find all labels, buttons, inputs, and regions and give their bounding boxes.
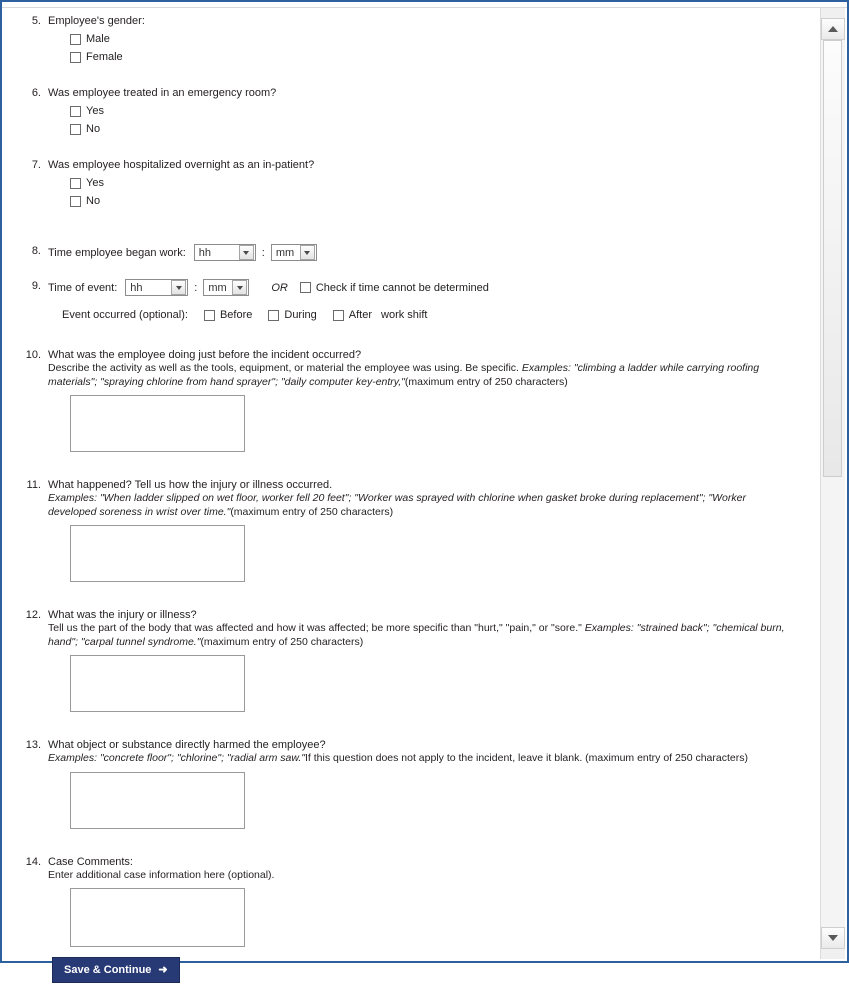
checkbox-hospital-no[interactable] bbox=[70, 196, 81, 207]
label-during: During bbox=[284, 309, 317, 321]
checkbox-during[interactable] bbox=[268, 310, 279, 321]
scrollbar-thumb[interactable] bbox=[823, 40, 842, 477]
question-6-body bbox=[48, 86, 811, 136]
question-11-desc-plain-2: (maximum entry of 250 characters) bbox=[230, 505, 394, 518]
spacer bbox=[14, 712, 811, 738]
scroll-down-icon bbox=[828, 935, 838, 941]
scroll-up-button[interactable] bbox=[821, 18, 845, 40]
question-10-desc-plain-1: Describe the activity as well as the tools, equipment, or material the employee was using. Be specific. bbox=[48, 362, 519, 374]
question-10-desc-plain-2: (maximum entry of 250 characters) bbox=[404, 375, 568, 388]
checkbox-er-no[interactable] bbox=[70, 124, 81, 135]
event-minute-value: mm bbox=[208, 281, 227, 294]
form-inner bbox=[4, 8, 821, 993]
scrollbar-track[interactable] bbox=[821, 40, 845, 927]
begin-work-minute-select[interactable] bbox=[271, 244, 317, 261]
event-suffix-label: work shift bbox=[381, 309, 428, 321]
spacer bbox=[14, 452, 811, 478]
question-13-desc-plain-2: If this question does not apply to the incident, leave it blank. (maximum entry of 250 characters) bbox=[304, 752, 748, 764]
question-11-description bbox=[48, 492, 788, 519]
question-5-title: Employee's gender: bbox=[48, 15, 145, 27]
question-8-body bbox=[48, 244, 811, 261]
spacer bbox=[14, 261, 811, 279]
question-14-textarea[interactable] bbox=[70, 888, 245, 947]
event-occurred-label: Event occurred (optional): bbox=[62, 309, 188, 321]
question-13-number: 13. bbox=[25, 739, 41, 751]
label-time-undetermined: Check if time cannot be determined bbox=[315, 281, 489, 294]
label-before: Before bbox=[219, 309, 253, 321]
question-10-examples-body: "climbing a ladder while carrying roofing materials"; "spraying chlorine from hand sprayer"; "daily computer key-entry," bbox=[48, 362, 760, 388]
label-female: Female bbox=[86, 51, 123, 63]
question-13-examples-label: Examples: bbox=[48, 752, 98, 764]
question-7-title: Was employee hospitalized overnight as an in-patient? bbox=[48, 159, 315, 171]
spacer bbox=[14, 64, 811, 86]
question-8-row bbox=[48, 244, 811, 261]
label-er-yes: Yes bbox=[86, 105, 104, 117]
label-after: After bbox=[348, 309, 373, 321]
label-male: Male bbox=[86, 33, 110, 45]
question-12 bbox=[14, 608, 811, 712]
question-7-option-no[interactable] bbox=[70, 194, 811, 208]
question-8-title: Time employee began work: bbox=[48, 246, 186, 259]
event-option-before[interactable] bbox=[204, 308, 252, 322]
checkbox-male[interactable] bbox=[70, 34, 81, 45]
event-minute-select[interactable] bbox=[203, 279, 249, 296]
question-9 bbox=[14, 279, 811, 322]
chevron-down-icon[interactable] bbox=[239, 245, 254, 260]
question-14-description: Enter additional case information here (optional). bbox=[48, 868, 275, 881]
question-10-number: 10. bbox=[25, 349, 41, 361]
spacer bbox=[14, 829, 811, 855]
question-11-number: 11. bbox=[26, 479, 41, 491]
question-9-body bbox=[48, 279, 811, 322]
event-option-after[interactable] bbox=[333, 308, 372, 322]
question-11-title: What happened? Tell us how the injury or illness occurred. bbox=[48, 479, 333, 491]
save-button-label: Save & Continue bbox=[64, 963, 152, 976]
spacer bbox=[14, 136, 811, 158]
question-7 bbox=[14, 158, 811, 208]
checkbox-time-undetermined[interactable] bbox=[300, 282, 311, 293]
question-6-option-no[interactable] bbox=[70, 122, 811, 136]
question-12-body bbox=[48, 608, 811, 712]
question-6 bbox=[14, 86, 811, 136]
question-5-option-male[interactable] bbox=[70, 32, 811, 46]
question-14-title: Case Comments: bbox=[48, 855, 133, 868]
question-13-title: What object or substance directly harmed the employee? bbox=[48, 739, 326, 751]
question-11-body bbox=[48, 478, 811, 582]
question-10-body bbox=[48, 348, 811, 452]
begin-work-hour-value: hh bbox=[198, 246, 212, 259]
checkbox-after[interactable] bbox=[333, 310, 344, 321]
question-14 bbox=[14, 855, 811, 948]
or-label: OR bbox=[271, 281, 288, 294]
question-10-textarea[interactable] bbox=[70, 395, 245, 452]
question-7-body bbox=[48, 158, 811, 208]
question-6-title: Was employee treated in an emergency room? bbox=[48, 87, 277, 99]
save-and-continue-button[interactable] bbox=[52, 957, 180, 983]
question-5 bbox=[14, 14, 811, 64]
label-hospital-yes: Yes bbox=[86, 177, 104, 189]
question-13 bbox=[14, 738, 811, 829]
question-5-number: 5. bbox=[31, 15, 41, 27]
question-12-desc-plain-2: (maximum entry of 250 characters) bbox=[200, 635, 364, 648]
question-13-description bbox=[48, 752, 788, 766]
chevron-down-icon[interactable] bbox=[171, 280, 186, 295]
spacer bbox=[14, 208, 811, 234]
question-10-title: What was the employee doing just before the incident occurred? bbox=[48, 349, 362, 361]
question-9-row bbox=[48, 279, 811, 296]
chevron-down-icon[interactable] bbox=[232, 280, 247, 295]
question-13-examples-body: "concrete floor"; "chlorine"; "radial arm saw." bbox=[99, 752, 305, 764]
question-14-number: 14. bbox=[25, 855, 41, 868]
scroll-up-icon bbox=[828, 26, 838, 32]
question-13-textarea[interactable] bbox=[70, 772, 245, 829]
question-12-number: 12. bbox=[25, 609, 41, 621]
checkbox-female[interactable] bbox=[70, 52, 81, 63]
question-11-examples-label: Examples: bbox=[48, 492, 98, 504]
question-8-number: 8. bbox=[31, 245, 41, 257]
question-5-body bbox=[48, 14, 811, 64]
arrow-right-icon: ➜ bbox=[158, 964, 168, 976]
question-11-examples-body: "When ladder slipped on wet floor, worker fell 20 feet"; "Worker was sprayed with chlorine when gasket broke during replacement"; "Worker developed soreness in wrist over time." bbox=[48, 492, 746, 518]
question-12-textarea[interactable] bbox=[70, 655, 245, 712]
question-9-title: Time of event: bbox=[48, 281, 118, 294]
question-6-number: 6. bbox=[31, 87, 41, 99]
checkbox-hospital-yes[interactable] bbox=[70, 178, 81, 189]
question-12-examples-body: "strained back"; "chemical burn, hand"; "carpal tunnel syndrome." bbox=[48, 622, 785, 648]
label-er-no: No bbox=[86, 123, 101, 135]
spacer bbox=[14, 322, 811, 348]
question-14-body bbox=[48, 855, 811, 948]
question-9-number: 9. bbox=[31, 280, 41, 292]
begin-work-minute-value: mm bbox=[275, 246, 295, 259]
checkbox-before[interactable] bbox=[204, 310, 215, 321]
question-7-option-yes[interactable] bbox=[70, 176, 811, 190]
label-hospital-no: No bbox=[86, 195, 101, 207]
event-time-separator: : bbox=[194, 281, 198, 294]
question-10-examples-label: Examples: bbox=[521, 362, 571, 374]
event-hour-value: hh bbox=[130, 281, 143, 294]
form-content-area bbox=[4, 8, 821, 976]
question-12-desc-plain-1: Tell us the part of the body that was affected and how it was affected; be more specific than "hurt," "pain," or "sore." bbox=[48, 622, 582, 634]
question-12-examples-label: Examples: bbox=[584, 622, 634, 634]
spacer bbox=[14, 234, 811, 244]
question-10-description bbox=[48, 362, 788, 389]
question-8 bbox=[14, 244, 811, 261]
question-11-textarea[interactable] bbox=[70, 525, 245, 582]
question-7-number: 7. bbox=[31, 159, 41, 171]
question-12-title: What was the injury or illness? bbox=[48, 609, 197, 621]
question-6-option-yes[interactable] bbox=[70, 104, 811, 118]
event-option-during[interactable] bbox=[268, 308, 316, 322]
checkbox-er-yes[interactable] bbox=[70, 106, 81, 117]
vertical-scrollbar[interactable] bbox=[820, 8, 845, 959]
question-12-description bbox=[48, 622, 788, 649]
chevron-down-icon[interactable] bbox=[300, 245, 315, 260]
begin-work-hour-select[interactable] bbox=[194, 244, 256, 261]
question-5-option-female[interactable] bbox=[70, 50, 811, 64]
event-occurred-row bbox=[62, 308, 811, 322]
question-10 bbox=[14, 348, 811, 452]
spacer bbox=[14, 582, 811, 608]
time-cannot-be-determined[interactable] bbox=[300, 281, 489, 295]
scroll-down-button[interactable] bbox=[821, 927, 845, 949]
question-11 bbox=[14, 478, 811, 582]
begin-work-separator: : bbox=[261, 246, 265, 259]
question-13-body bbox=[48, 738, 811, 829]
event-hour-select[interactable] bbox=[125, 279, 188, 296]
